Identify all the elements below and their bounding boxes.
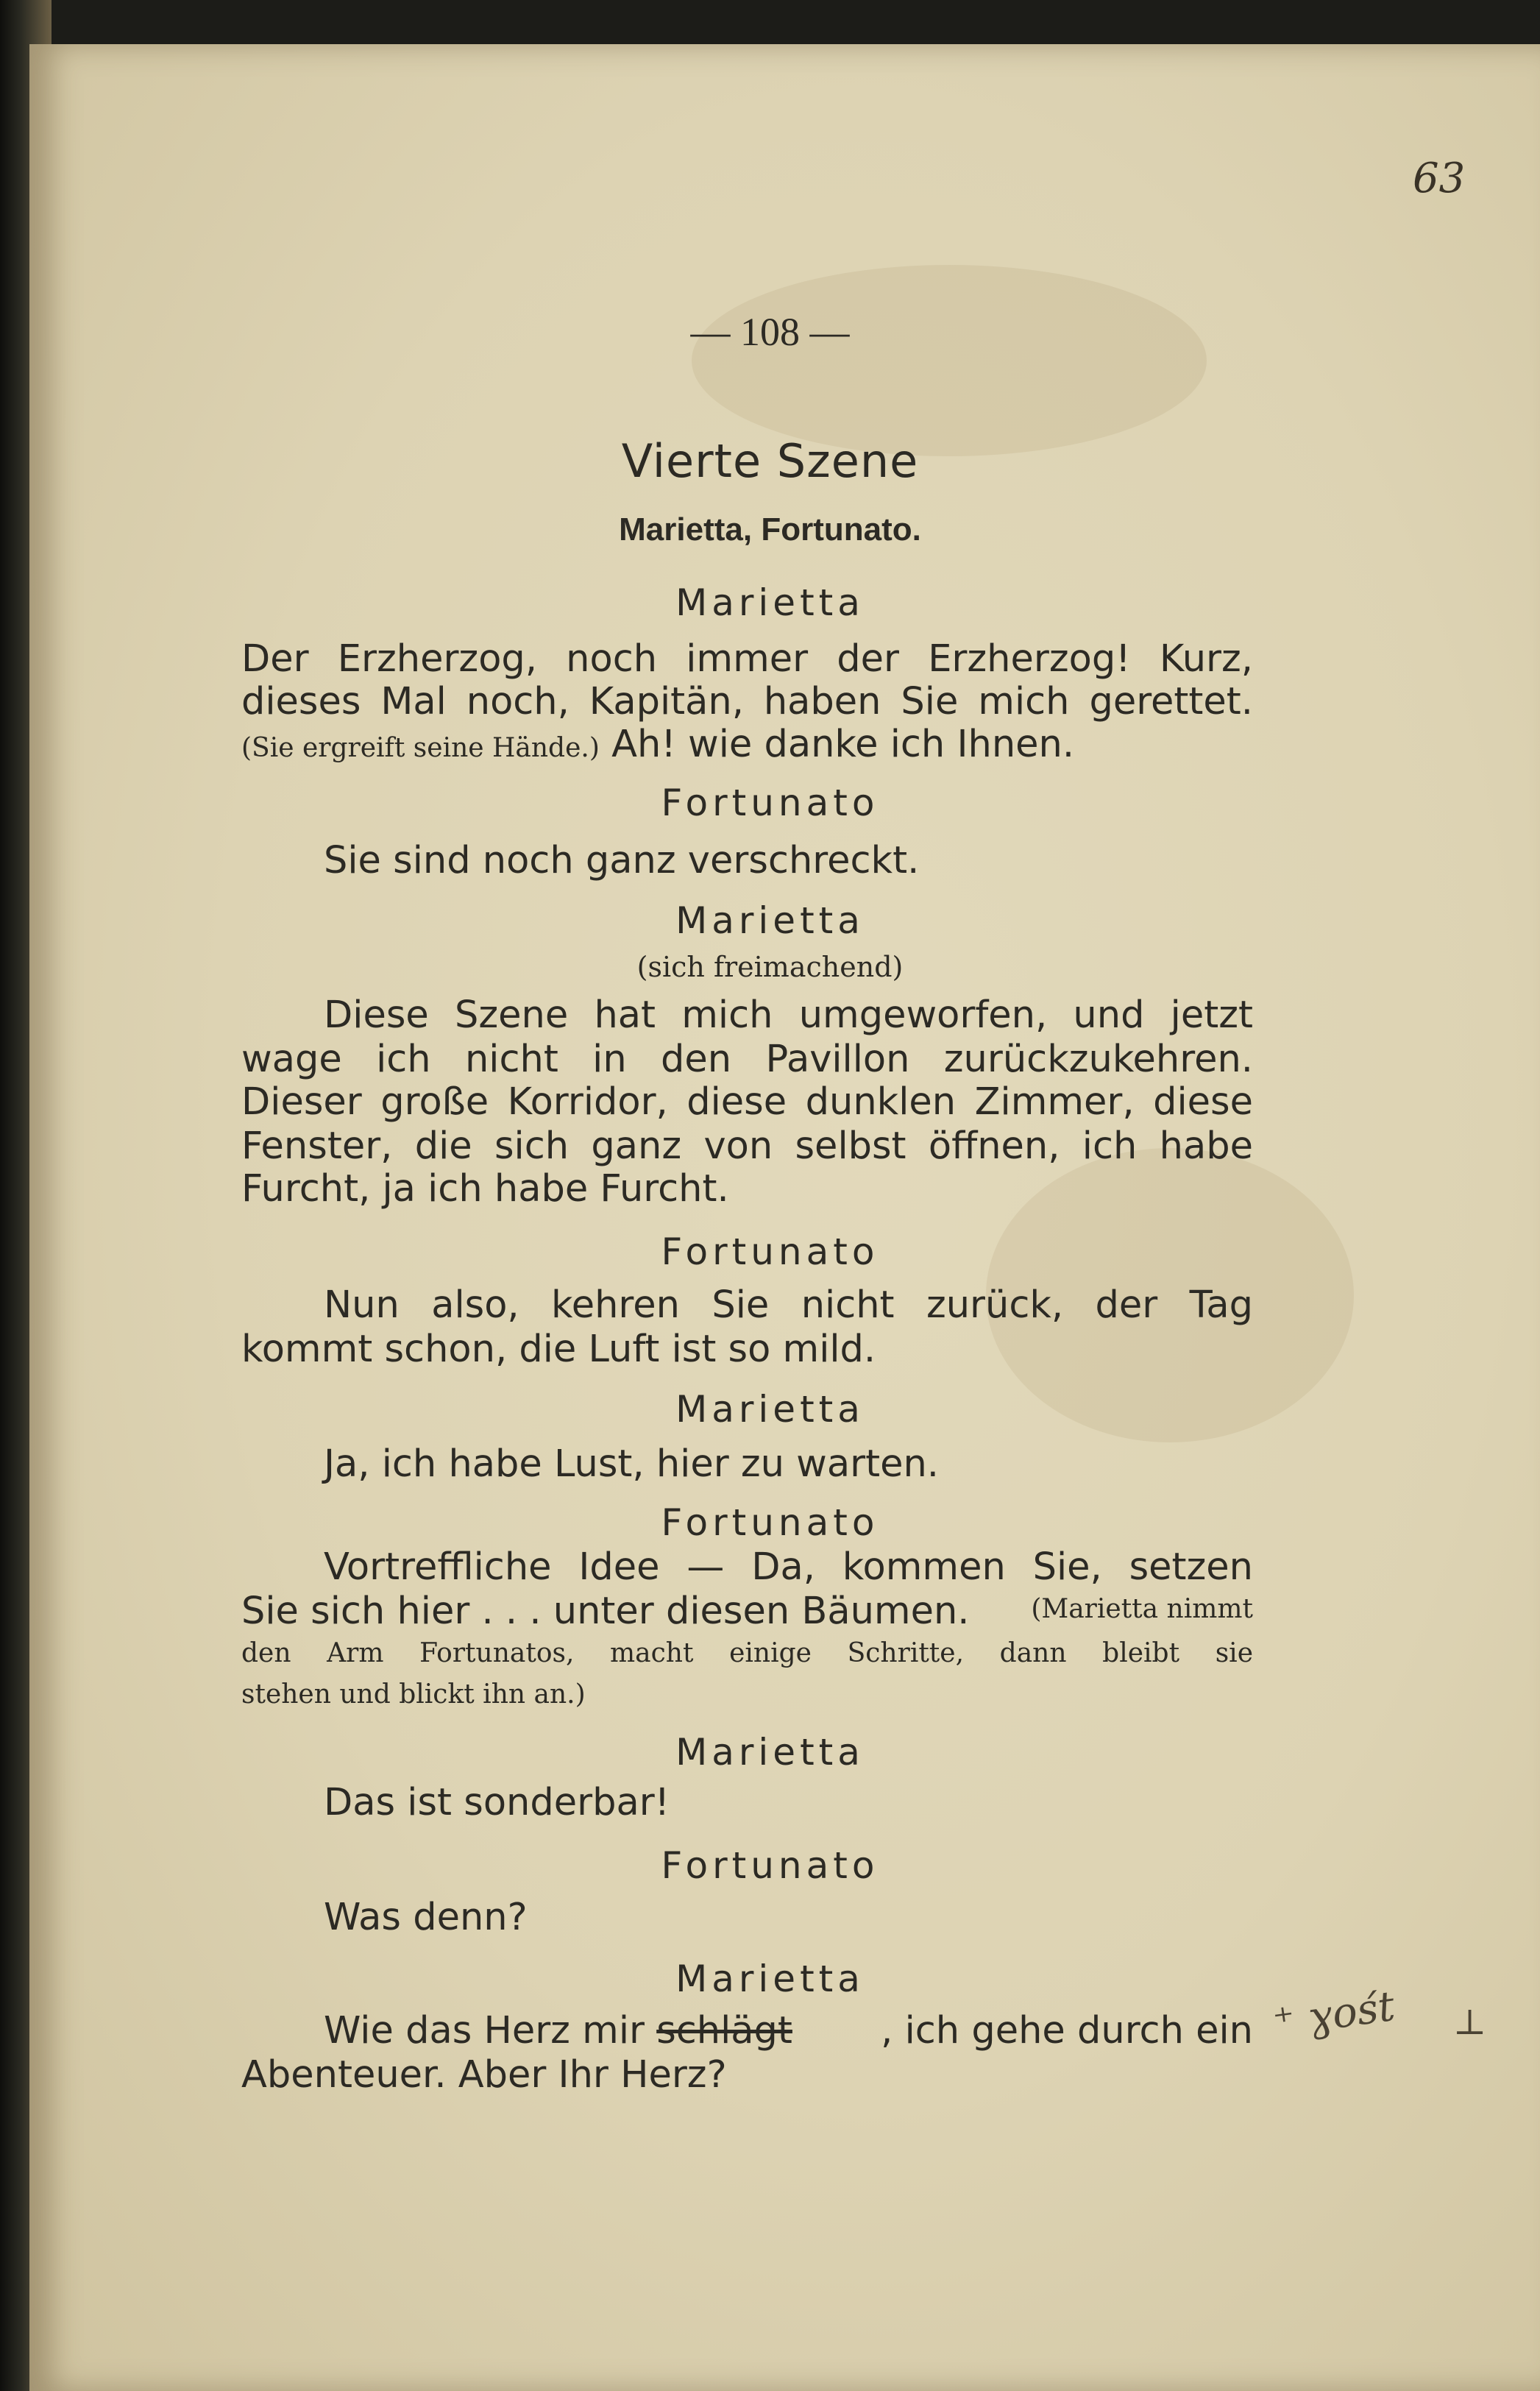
stage-direction: (sich freimachend) (636, 951, 904, 983)
pencil-page-number: 63 (1413, 155, 1466, 202)
speaker-name: Marietta (675, 1731, 865, 1774)
stage-direction: (Sie ergreift seine Hände.) (241, 733, 600, 763)
speaker-name: Fortunato (661, 1844, 879, 1887)
dialogue-line: Dieser große Korridor, diese dunklen Zimmer, diese (241, 1080, 1253, 1124)
speaker-name: Marietta (675, 1958, 865, 2000)
dialogue-line: Ja, ich habe Lust, hier zu warten. (324, 1442, 940, 1486)
handwritten-margin-note: ⁺ ɣośt (1270, 1982, 1398, 2047)
dialogue-line: dieses Mal noch, Kapitän, haben Sie mich gerettet. (241, 680, 1253, 723)
handwritten-margin-mark: ⊥ (1453, 2002, 1487, 2043)
speaker-name: Marietta (675, 581, 865, 624)
dialogue-line: Furcht, ja ich habe Furcht. (241, 1167, 729, 1211)
dialogue-text-part: Wie das Herz mir (324, 2009, 645, 2052)
dialogue-line: Abenteuer. Aber Ihr Herz? (241, 2053, 727, 2097)
dialogue-line (241, 1590, 1253, 1633)
dialogue-text: , ich gehe durch ein (881, 2009, 1253, 2052)
speaker-name: Marietta (675, 1388, 865, 1431)
paper-stain (692, 265, 1207, 456)
dialogue-text: Ah! wie danke ich Ihnen. (611, 723, 1075, 766)
dialogue-line: Was denn? (324, 1896, 528, 1939)
stage-direction-line: den Arm Fortunatos, macht einige Schritte, dann bleibt sie (241, 1638, 1253, 1668)
dialogue-line: Sie sind noch ganz verschreckt. (324, 839, 920, 882)
dialogue-text (324, 2009, 792, 2052)
stage-direction-line: stehen und blickt ihn an.) (241, 1679, 586, 1710)
struck-word: schlägt (656, 2009, 792, 2052)
dialogue-line: Das ist sonderbar! (324, 1781, 670, 1824)
dialogue-line: wage ich nicht in den Pavillon zurückzukehren. (241, 1038, 1253, 1081)
dialogue-line: kommt schon, die Luft ist so mild. (241, 1328, 876, 1371)
dialogue-line: Fenster, die sich ganz von selbst öffnen, ich habe (241, 1124, 1253, 1168)
dialogue-line: Vortreffliche Idee — Da, kommen Sie, setzen (324, 1545, 1253, 1589)
speaker-name: Marietta (675, 899, 865, 942)
dialogue-line: Diese Szene hat mich umgeworfen, und jetzt (324, 993, 1253, 1037)
scene-cast: Marietta, Fortunato. (619, 511, 921, 548)
dialogue-text: Sie sich hier . . . unter diesen Bäumen. (241, 1590, 970, 1633)
speaker-name: Fortunato (661, 782, 879, 824)
page-number: — 108 — (690, 310, 850, 354)
stage-direction: (Marietta nimmt (1031, 1594, 1253, 1624)
speaker-name: Fortunato (661, 1501, 879, 1544)
dialogue-line: Nun also, kehren Sie nicht zurück, der Tag (324, 1283, 1253, 1327)
dialogue-line (241, 723, 1074, 766)
dialogue-line (324, 2009, 1253, 2052)
dialogue-line: Der Erzherzog, noch immer der Erzherzog! Kurz, (241, 637, 1253, 681)
scene-title: Vierte Szene (621, 434, 919, 488)
speaker-name: Fortunato (661, 1230, 879, 1273)
